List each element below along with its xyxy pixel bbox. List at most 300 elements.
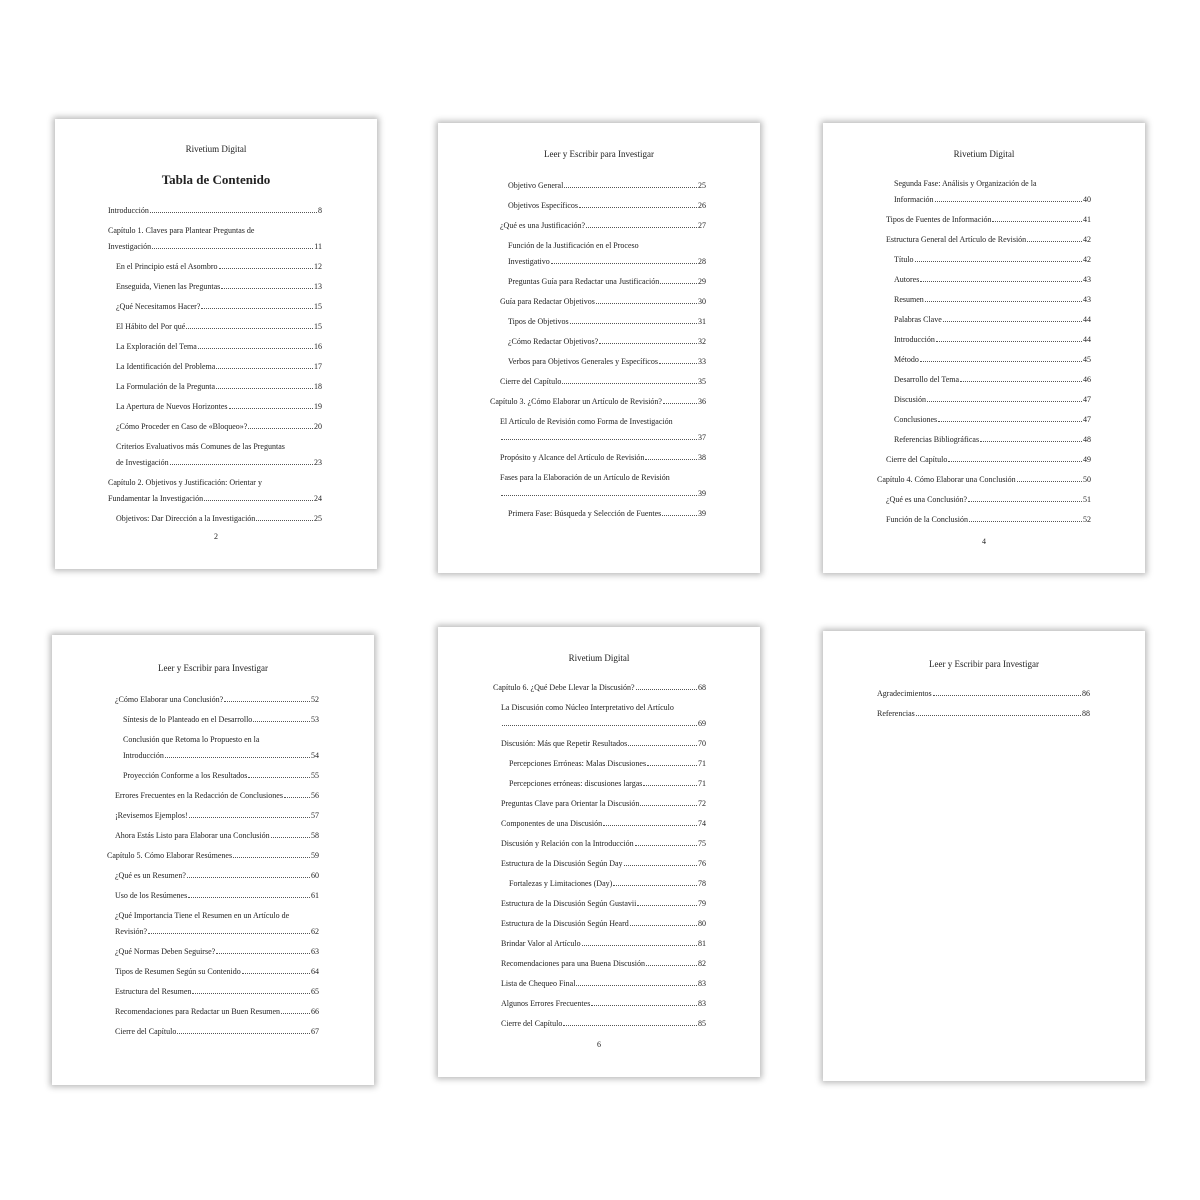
toc-entry-label: Recomendaciones para una Buena Discusión bbox=[501, 959, 645, 968]
toc-entry-label: Componentes de una Discusión bbox=[501, 819, 603, 828]
dot-leader bbox=[927, 401, 1082, 402]
dot-leader bbox=[563, 1025, 697, 1026]
toc-entry-page-number: 59 bbox=[311, 851, 319, 860]
dot-leader bbox=[201, 308, 313, 309]
toc-entry-label: En el Principio está el Asombro bbox=[116, 262, 218, 271]
document-page-3 bbox=[438, 123, 760, 573]
toc-entry-label: Investigativo bbox=[508, 257, 550, 266]
toc-entry-label: Fases para la Elaboración de un Artículo de Revisión bbox=[500, 473, 670, 482]
dot-leader bbox=[596, 303, 697, 304]
toc-entry-page-number: 25 bbox=[698, 181, 706, 190]
toc-entry bbox=[508, 198, 706, 214]
toc-entry bbox=[508, 274, 706, 290]
toc-entry-label: ¿Cómo Elaborar una Conclusión? bbox=[115, 695, 224, 704]
toc-entry-page-number: 82 bbox=[698, 959, 706, 968]
toc-entry-page-number: 50 bbox=[1083, 475, 1091, 484]
toc-entry bbox=[500, 450, 706, 466]
toc-entry-label: Discusión: Más que Repetir Resultados bbox=[501, 739, 628, 748]
toc-entry-label: Autores bbox=[894, 275, 920, 284]
toc-entry bbox=[116, 511, 322, 527]
toc-entry-label: Agradecimientos bbox=[877, 689, 932, 698]
dot-leader bbox=[1027, 241, 1082, 242]
dot-leader bbox=[1017, 481, 1082, 482]
toc-entry-page-number: 58 bbox=[311, 831, 319, 840]
dot-leader bbox=[599, 343, 697, 344]
toc-entry-page-number: 51 bbox=[1083, 495, 1091, 504]
dot-leader bbox=[659, 363, 697, 364]
dot-leader bbox=[916, 715, 1081, 716]
toc-entry-label: Segunda Fase: Análisis y Organización de la bbox=[894, 179, 1037, 188]
document-page-4 bbox=[823, 123, 1145, 573]
toc-entry-label: Tipos de Fuentes de Información bbox=[886, 215, 992, 224]
dot-leader bbox=[253, 721, 310, 722]
dot-leader bbox=[586, 227, 697, 228]
toc-entry-label: Propósito y Alcance del Artículo de Revisión bbox=[500, 453, 645, 462]
toc-entry-page-number: 17 bbox=[314, 362, 322, 371]
page-number: 2 bbox=[214, 532, 218, 541]
dot-leader bbox=[204, 500, 313, 501]
toc-entry-label: Enseguida, Vienen las Preguntas bbox=[116, 282, 221, 291]
toc-entry-label: Estructura del Resumen bbox=[115, 987, 192, 996]
toc-entry-page-number: 44 bbox=[1083, 335, 1091, 344]
toc-entry-page-number: 39 bbox=[698, 489, 706, 498]
toc-entry-label: Estructura General del Artículo de Revisión bbox=[886, 235, 1027, 244]
dot-leader bbox=[968, 501, 1082, 502]
dot-leader bbox=[224, 701, 310, 702]
toc-entry-label: Síntesis de lo Planteado en el Desarrollo bbox=[123, 715, 253, 724]
toc-entry bbox=[500, 470, 706, 502]
toc-entry-page-number: 64 bbox=[311, 967, 319, 976]
toc-entry bbox=[115, 1004, 319, 1020]
toc-entry-label: Función de la Justificación en el Proceso bbox=[508, 241, 639, 250]
toc-entry-page-number: 32 bbox=[698, 337, 706, 346]
toc-entry bbox=[116, 439, 322, 471]
dot-leader bbox=[570, 323, 697, 324]
dot-leader bbox=[188, 897, 310, 898]
toc-entry-label: de Investigación bbox=[116, 458, 169, 467]
toc-entry bbox=[886, 512, 1091, 528]
toc-entry-label: Referencias bbox=[877, 709, 915, 718]
toc-entry-page-number: 12 bbox=[314, 262, 322, 271]
toc-entry-label: ¿Cómo Proceder en Caso de «Bloqueo»? bbox=[116, 422, 248, 431]
toc-entry-label: Introducción bbox=[123, 751, 164, 760]
toc-entry-label: Errores Frecuentes en la Redacción de Conclusiones bbox=[115, 791, 283, 800]
toc-entry-page-number: 67 bbox=[311, 1027, 319, 1036]
toc-entry-page-number: 79 bbox=[698, 899, 706, 908]
toc-entry-label: Fortalezas y Limitaciones (Day) bbox=[509, 879, 613, 888]
toc-entry-page-number: 11 bbox=[314, 242, 322, 251]
toc-entry-page-number: 71 bbox=[698, 759, 706, 768]
toc-entry-page-number: 47 bbox=[1083, 395, 1091, 404]
dot-leader bbox=[925, 301, 1082, 302]
dot-leader bbox=[198, 348, 313, 349]
running-header: Rivetium Digital bbox=[953, 149, 1015, 159]
toc-entry-label: Referencias Bibliográficas bbox=[894, 435, 980, 444]
dot-leader bbox=[948, 461, 1082, 462]
dot-leader bbox=[920, 281, 1082, 282]
running-header: Rivetium Digital bbox=[185, 144, 247, 154]
toc-entry bbox=[501, 916, 706, 932]
toc-entry bbox=[108, 203, 322, 219]
toc-entry-label: El Hábito del Por qué bbox=[116, 322, 186, 331]
toc-entry-page-number: 81 bbox=[698, 939, 706, 948]
document-page-2 bbox=[55, 119, 377, 569]
toc-entry-page-number: 78 bbox=[698, 879, 706, 888]
toc-entry bbox=[115, 788, 319, 804]
toc-entry-label: Resumen bbox=[894, 295, 924, 304]
toc-entry bbox=[501, 736, 706, 752]
dot-leader bbox=[576, 985, 697, 986]
toc-entry-label: Función de la Conclusión bbox=[886, 515, 968, 524]
toc-entry bbox=[508, 238, 706, 270]
toc-entry-page-number: 42 bbox=[1083, 255, 1091, 264]
toc-entry-page-number: 39 bbox=[698, 509, 706, 518]
toc-entry bbox=[886, 492, 1091, 508]
toc-entry-label: Conclusiones bbox=[894, 415, 938, 424]
page-number: 6 bbox=[597, 1040, 601, 1049]
dot-leader bbox=[579, 207, 697, 208]
dot-leader bbox=[281, 1013, 310, 1014]
dot-leader bbox=[582, 945, 697, 946]
toc-entry-label: ¡Revisemos Ejemplos! bbox=[115, 811, 188, 820]
toc-entry-label: La Exploración del Tema bbox=[116, 342, 197, 351]
toc-entry-label: Capítulo 1. Claves para Plantear Preguntas de bbox=[108, 226, 255, 235]
toc-entry bbox=[123, 712, 319, 728]
dot-leader bbox=[660, 283, 697, 284]
toc-entry-page-number: 69 bbox=[698, 719, 706, 728]
toc-entry bbox=[501, 976, 706, 992]
toc-entry-label: Cierre del Capítulo bbox=[886, 455, 948, 464]
toc-entry-label: Método bbox=[894, 355, 919, 364]
toc-entry bbox=[509, 776, 706, 792]
dot-leader bbox=[933, 695, 1081, 696]
toc-entry-label: Título bbox=[894, 255, 914, 264]
toc-entry bbox=[894, 412, 1091, 428]
toc-entry-label: Información bbox=[894, 195, 934, 204]
dot-leader bbox=[635, 845, 697, 846]
toc-entry-label: Investigación bbox=[108, 242, 152, 251]
toc-entry-page-number: 66 bbox=[311, 1007, 319, 1016]
toc-entry-page-number: 28 bbox=[698, 257, 706, 266]
toc-entry-page-number: 74 bbox=[698, 819, 706, 828]
toc-entry-label: Objetivos Específicos bbox=[508, 201, 578, 210]
toc-entry-page-number: 24 bbox=[314, 494, 322, 503]
toc-entry bbox=[500, 414, 706, 446]
toc-entry bbox=[123, 732, 319, 764]
toc-entry bbox=[116, 259, 322, 275]
toc-entry-label: La Apertura de Nuevos Horizontes bbox=[116, 402, 228, 411]
toc-entry-page-number: 63 bbox=[311, 947, 319, 956]
toc-entry bbox=[501, 996, 706, 1012]
toc-entry-page-number: 33 bbox=[698, 357, 706, 366]
toc-entry-label: Introducción bbox=[894, 335, 935, 344]
dot-leader bbox=[271, 837, 310, 838]
toc-entry-label: Percepciones erróneas: discusiones largas bbox=[509, 779, 643, 788]
dot-leader bbox=[643, 785, 697, 786]
toc-entry bbox=[108, 223, 322, 255]
toc-entry-label: Verbos para Objetivos Generales y Específicos bbox=[508, 357, 658, 366]
dot-leader bbox=[936, 341, 1082, 342]
toc-entry-page-number: 29 bbox=[698, 277, 706, 286]
dot-leader bbox=[192, 993, 310, 994]
toc-entry-page-number: 27 bbox=[698, 221, 706, 230]
toc-entry-label: Capítulo 5. Cómo Elaborar Resúmenes bbox=[107, 851, 233, 860]
toc-entry-page-number: 15 bbox=[314, 302, 322, 311]
toc-entry-page-number: 52 bbox=[311, 695, 319, 704]
toc-entry-page-number: 36 bbox=[698, 397, 706, 406]
toc-entry-label: ¿Qué es una Justificación? bbox=[500, 221, 586, 230]
toc-entry bbox=[886, 452, 1091, 468]
dot-leader bbox=[647, 765, 697, 766]
dot-leader bbox=[216, 388, 313, 389]
toc-entry-page-number: 80 bbox=[698, 919, 706, 928]
toc-entry bbox=[508, 506, 706, 522]
toc-title: Tabla de Contenido bbox=[161, 172, 271, 187]
dot-leader bbox=[636, 689, 697, 690]
dot-leader bbox=[219, 268, 313, 269]
toc-entry bbox=[894, 332, 1091, 348]
toc-entry bbox=[115, 1024, 319, 1040]
dot-leader bbox=[992, 221, 1082, 222]
toc-entry-page-number: 72 bbox=[698, 799, 706, 808]
dot-leader bbox=[501, 439, 697, 440]
toc-entry bbox=[116, 419, 322, 435]
toc-entry-label: Cierre del Capítulo bbox=[500, 377, 562, 386]
toc-entry-page-number: 18 bbox=[314, 382, 322, 391]
toc-entry-page-number: 54 bbox=[311, 751, 319, 760]
dot-leader bbox=[935, 201, 1082, 202]
toc-entry bbox=[894, 176, 1091, 208]
dot-leader bbox=[233, 857, 310, 858]
toc-entry bbox=[115, 808, 319, 824]
toc-entry-label: Conclusión que Retoma lo Propuesto en la bbox=[123, 735, 260, 744]
toc-entry bbox=[501, 936, 706, 952]
toc-entry bbox=[509, 876, 706, 892]
dot-leader bbox=[915, 261, 1082, 262]
toc-entry bbox=[508, 334, 706, 350]
dot-leader bbox=[221, 288, 313, 289]
toc-entry bbox=[500, 294, 706, 310]
toc-entry bbox=[493, 680, 706, 696]
toc-entry bbox=[894, 252, 1091, 268]
toc-entry bbox=[116, 279, 322, 295]
toc-entry-page-number: 48 bbox=[1083, 435, 1091, 444]
toc-entry-label: ¿Cómo Redactar Objetivos? bbox=[508, 337, 599, 346]
toc-entry-page-number: 71 bbox=[698, 779, 706, 788]
toc-entry-page-number: 47 bbox=[1083, 415, 1091, 424]
toc-entry bbox=[509, 756, 706, 772]
toc-entry-label: Tipos de Objetivos bbox=[508, 317, 569, 326]
toc-entry bbox=[501, 956, 706, 972]
toc-entry-label: Desarrollo del Tema bbox=[894, 375, 960, 384]
toc-entry-page-number: 83 bbox=[698, 999, 706, 1008]
toc-entry bbox=[501, 1016, 706, 1032]
toc-entry bbox=[116, 359, 322, 375]
dot-leader bbox=[165, 757, 310, 758]
toc-entry-label: Discusión bbox=[894, 395, 926, 404]
toc-entry-page-number: 65 bbox=[311, 987, 319, 996]
toc-entry-page-number: 75 bbox=[698, 839, 706, 848]
dot-leader bbox=[603, 825, 697, 826]
dot-leader bbox=[284, 797, 310, 798]
toc-entry-page-number: 46 bbox=[1083, 375, 1091, 384]
toc-entry-page-number: 55 bbox=[311, 771, 319, 780]
dot-leader bbox=[640, 805, 697, 806]
document-page-5 bbox=[52, 635, 374, 1085]
toc-entry-label: Capítulo 2. Objetivos y Justificación: Orientar y bbox=[108, 478, 262, 487]
toc-entry-page-number: 13 bbox=[314, 282, 322, 291]
toc-entry-page-number: 49 bbox=[1083, 455, 1091, 464]
toc-entry-page-number: 42 bbox=[1083, 235, 1091, 244]
dot-leader bbox=[630, 925, 697, 926]
toc-entry-label: Discusión y Relación con la Introducción bbox=[501, 839, 634, 848]
toc-entry bbox=[894, 292, 1091, 308]
toc-entry-page-number: 37 bbox=[698, 433, 706, 442]
toc-entry bbox=[894, 372, 1091, 388]
toc-entry bbox=[508, 354, 706, 370]
dot-leader bbox=[152, 248, 313, 249]
toc-entry-label: ¿Qué Necesitamos Hacer? bbox=[116, 302, 201, 311]
toc-entry-label: El Artículo de Revisión como Forma de Investigación bbox=[500, 417, 673, 426]
toc-entry-label: Proyección Conforme a los Resultados bbox=[123, 771, 248, 780]
toc-entry-label: Preguntas Guía para Redactar una Justificación bbox=[508, 277, 660, 286]
dot-leader bbox=[216, 368, 313, 369]
toc-entry-page-number: 25 bbox=[314, 514, 322, 523]
toc-entry bbox=[500, 374, 706, 390]
toc-entry bbox=[508, 178, 706, 194]
toc-entry-page-number: 20 bbox=[314, 422, 322, 431]
dot-leader bbox=[170, 464, 313, 465]
toc-entry-label: Cierre del Capítulo bbox=[501, 1019, 563, 1028]
toc-entry bbox=[501, 896, 706, 912]
toc-entry-page-number: 19 bbox=[314, 402, 322, 411]
toc-entry bbox=[115, 692, 319, 708]
toc-entry-label: Criterios Evaluativos más Comunes de las Preguntas bbox=[116, 442, 285, 451]
toc-entry-label: La Identificación del Problema bbox=[116, 362, 216, 371]
toc-entry-page-number: 40 bbox=[1083, 195, 1091, 204]
running-header: Leer y Escribir para Investigar bbox=[929, 659, 1039, 669]
dot-leader bbox=[564, 187, 697, 188]
toc-entry bbox=[501, 796, 706, 812]
toc-entry bbox=[115, 908, 319, 940]
toc-entry bbox=[877, 472, 1091, 488]
toc-entry-page-number: 85 bbox=[698, 1019, 706, 1028]
toc-entry-label: ¿Qué es un Resumen? bbox=[115, 871, 186, 880]
document-page-7 bbox=[823, 631, 1145, 1081]
toc-entry bbox=[116, 319, 322, 335]
toc-entry bbox=[501, 816, 706, 832]
toc-entry-label: Capítulo 6. ¿Qué Debe Llevar la Discusión? bbox=[493, 683, 635, 692]
toc-entry bbox=[877, 686, 1090, 702]
dot-leader bbox=[551, 263, 697, 264]
toc-entry-page-number: 70 bbox=[698, 739, 706, 748]
toc-entry-page-number: 43 bbox=[1083, 295, 1091, 304]
toc-entry-page-number: 45 bbox=[1083, 355, 1091, 364]
toc-entry-page-number: 8 bbox=[318, 206, 322, 215]
toc-entry-page-number: 76 bbox=[698, 859, 706, 868]
dot-leader bbox=[943, 321, 1082, 322]
toc-entry bbox=[894, 392, 1091, 408]
toc-entry-page-number: 44 bbox=[1083, 315, 1091, 324]
toc-entry-label: Objetivo General bbox=[508, 181, 564, 190]
toc-entry-page-number: 60 bbox=[311, 871, 319, 880]
toc-entry-page-number: 61 bbox=[311, 891, 319, 900]
toc-entry bbox=[877, 706, 1090, 722]
dot-leader bbox=[248, 777, 310, 778]
toc-entry bbox=[501, 700, 706, 732]
toc-entry bbox=[894, 312, 1091, 328]
dot-leader bbox=[502, 725, 697, 726]
toc-entry-page-number: 30 bbox=[698, 297, 706, 306]
toc-entry-label: Capítulo 4. Cómo Elaborar una Conclusión bbox=[877, 475, 1016, 484]
dot-leader bbox=[216, 953, 310, 954]
toc-entry-page-number: 23 bbox=[314, 458, 322, 467]
toc-entry bbox=[115, 964, 319, 980]
page-number: 4 bbox=[982, 537, 986, 546]
dot-leader bbox=[248, 428, 313, 429]
running-header: Leer y Escribir para Investigar bbox=[158, 663, 268, 673]
toc-entry bbox=[107, 848, 319, 864]
dot-leader bbox=[148, 933, 310, 934]
toc-entry-page-number: 41 bbox=[1083, 215, 1091, 224]
dot-leader bbox=[980, 441, 1082, 442]
dot-leader bbox=[646, 965, 697, 966]
toc-entry-label: ¿Qué Normas Deben Seguirse? bbox=[115, 947, 216, 956]
dot-leader bbox=[613, 885, 697, 886]
toc-entry-label: Estructura de la Discusión Según Day bbox=[501, 859, 623, 868]
running-header: Leer y Escribir para Investigar bbox=[544, 149, 654, 159]
toc-entry bbox=[115, 828, 319, 844]
toc-entry bbox=[508, 314, 706, 330]
dot-leader bbox=[637, 905, 697, 906]
toc-entry bbox=[886, 232, 1091, 248]
toc-entry bbox=[116, 379, 322, 395]
toc-entry-page-number: 88 bbox=[1082, 709, 1090, 718]
dot-leader bbox=[938, 421, 1082, 422]
toc-entry-label: Primera Fase: Búsqueda y Selección de Fuentes bbox=[508, 509, 662, 518]
dot-leader bbox=[591, 1005, 697, 1006]
toc-entry bbox=[894, 432, 1091, 448]
toc-entry-label: Uso de los Resúmenes bbox=[115, 891, 188, 900]
dot-leader bbox=[663, 403, 697, 404]
toc-entry-label: Fundamentar la Investigación bbox=[108, 494, 204, 503]
toc-entry-label: Capítulo 3. ¿Cómo Elaborar un Artículo de Revisión? bbox=[490, 397, 662, 406]
toc-entry bbox=[894, 272, 1091, 288]
toc-entry-page-number: 43 bbox=[1083, 275, 1091, 284]
toc-entry-page-number: 31 bbox=[698, 317, 706, 326]
toc-entry-page-number: 57 bbox=[311, 811, 319, 820]
dot-leader bbox=[256, 520, 313, 521]
toc-entry bbox=[490, 394, 706, 410]
toc-entry bbox=[116, 399, 322, 415]
toc-entry-label: Lista de Chequeo Final bbox=[501, 979, 576, 988]
toc-entry bbox=[886, 212, 1091, 228]
toc-entry-label: Algunos Errores Frecuentes bbox=[501, 999, 591, 1008]
dot-leader bbox=[177, 1033, 310, 1034]
toc-entry-page-number: 16 bbox=[314, 342, 322, 351]
dot-leader bbox=[501, 495, 697, 496]
toc-entry-label: Brindar Valor al Artículo bbox=[501, 939, 581, 948]
toc-entry-label: La Discusión como Núcleo Interpretativo del Artículo bbox=[501, 703, 674, 712]
toc-entry-label: Guía para Redactar Objetivos bbox=[500, 297, 595, 306]
dot-leader bbox=[624, 865, 697, 866]
toc-entry-page-number: 68 bbox=[698, 683, 706, 692]
toc-entry bbox=[501, 856, 706, 872]
toc-entry bbox=[115, 888, 319, 904]
toc-entry bbox=[116, 339, 322, 355]
toc-entry-label: Cierre del Capítulo bbox=[115, 1027, 177, 1036]
toc-entry-label: Introducción bbox=[108, 206, 149, 215]
